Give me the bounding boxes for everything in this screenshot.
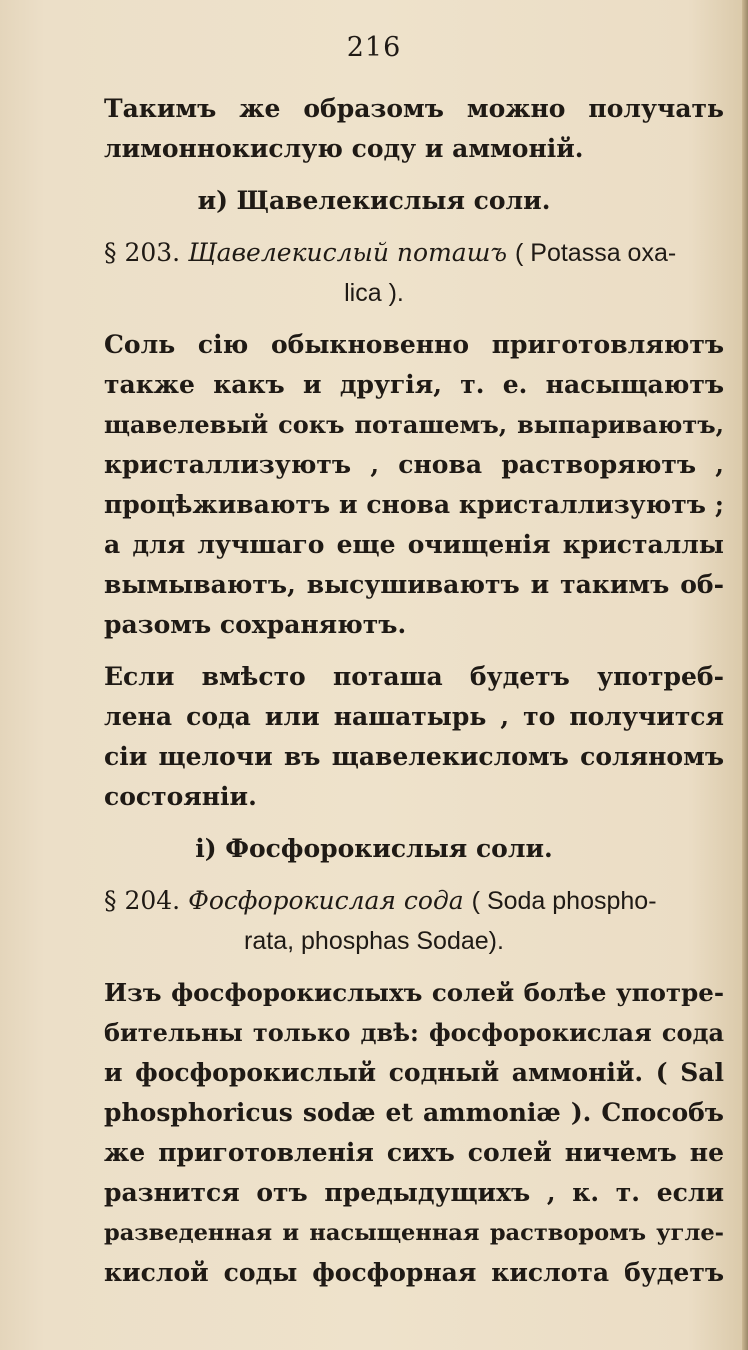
section-title: Фосфорокислая сода: [188, 886, 464, 915]
section-title-204: [104, 882, 724, 920]
latin-name: ( Soda phospho-: [471, 887, 657, 915]
paragraph-line: а для лучшаго еще очищенія кристаллы: [104, 530, 724, 559]
section-title-203: [104, 234, 724, 272]
paragraph-line: и фосфорокислый содный аммоній. ( Sal: [104, 1058, 724, 1087]
latin-name: ( Potassa oxa-: [515, 239, 677, 267]
paragraph-line: Соль сію обыкновенно приготовляютъ: [104, 330, 724, 359]
section-heading: і) Фосфорокислыя соли.: [195, 834, 553, 863]
section-number: § 204.: [104, 886, 181, 915]
paragraph-line: состояніи.: [104, 782, 257, 811]
paragraph-line: же приготовленія сихъ солей ничемъ не: [104, 1138, 724, 1167]
section-title: Щавелекислый поташъ: [188, 238, 508, 267]
paragraph-line: Если вмѣсто поташа будетъ употреб-: [104, 662, 724, 691]
paragraph-line: Такимъ же образомъ можно получать: [104, 94, 724, 123]
paragraph-line: кристаллизуютъ , снова растворяютъ ,: [104, 450, 724, 479]
paragraph-line: разомъ сохраняютъ.: [104, 610, 407, 639]
paragraph-line: также какъ и другія, т. е. насыщаютъ: [104, 370, 724, 399]
paragraph-line: Изъ фосфорокислыхъ солей болѣе употре-: [104, 978, 724, 1007]
paragraph-line: бительны только двѣ: фосфорокислая сода: [104, 1018, 724, 1047]
paragraph-line: phosphoricus sodæ et ammoniæ ). Способъ: [104, 1098, 724, 1127]
section-heading: и) Щавелекислыя соли.: [197, 186, 551, 215]
paragraph-line: сіи щелочи въ щавелекисломъ соляномъ: [104, 742, 724, 771]
latin-name-cont: rata, phosphas Sodae).: [244, 927, 504, 955]
paragraph-line: лимоннокислую соду и аммоній.: [104, 134, 584, 163]
page-number: 216: [346, 32, 402, 63]
section-number: § 203.: [104, 238, 181, 267]
paragraph-line: разведенная и насыщенная растворомъ угле-: [104, 1220, 724, 1246]
paragraph-line: кислой соды фосфорная кислота будетъ: [104, 1258, 724, 1287]
paragraph-line: лена сода или нашатырь , то получится: [104, 702, 724, 731]
paragraph-line: разнится отъ предыдущихъ , к. т. если: [104, 1178, 724, 1207]
paragraph-line: щавелевый сокъ поташемъ, выпариваютъ,: [104, 410, 724, 439]
latin-name-cont: lica ).: [344, 279, 404, 307]
paragraph-line: процѣживаютъ и снова кристаллизуютъ ;: [104, 490, 724, 519]
paragraph-line: вымываютъ, высушиваютъ и такимъ об-: [104, 570, 724, 599]
